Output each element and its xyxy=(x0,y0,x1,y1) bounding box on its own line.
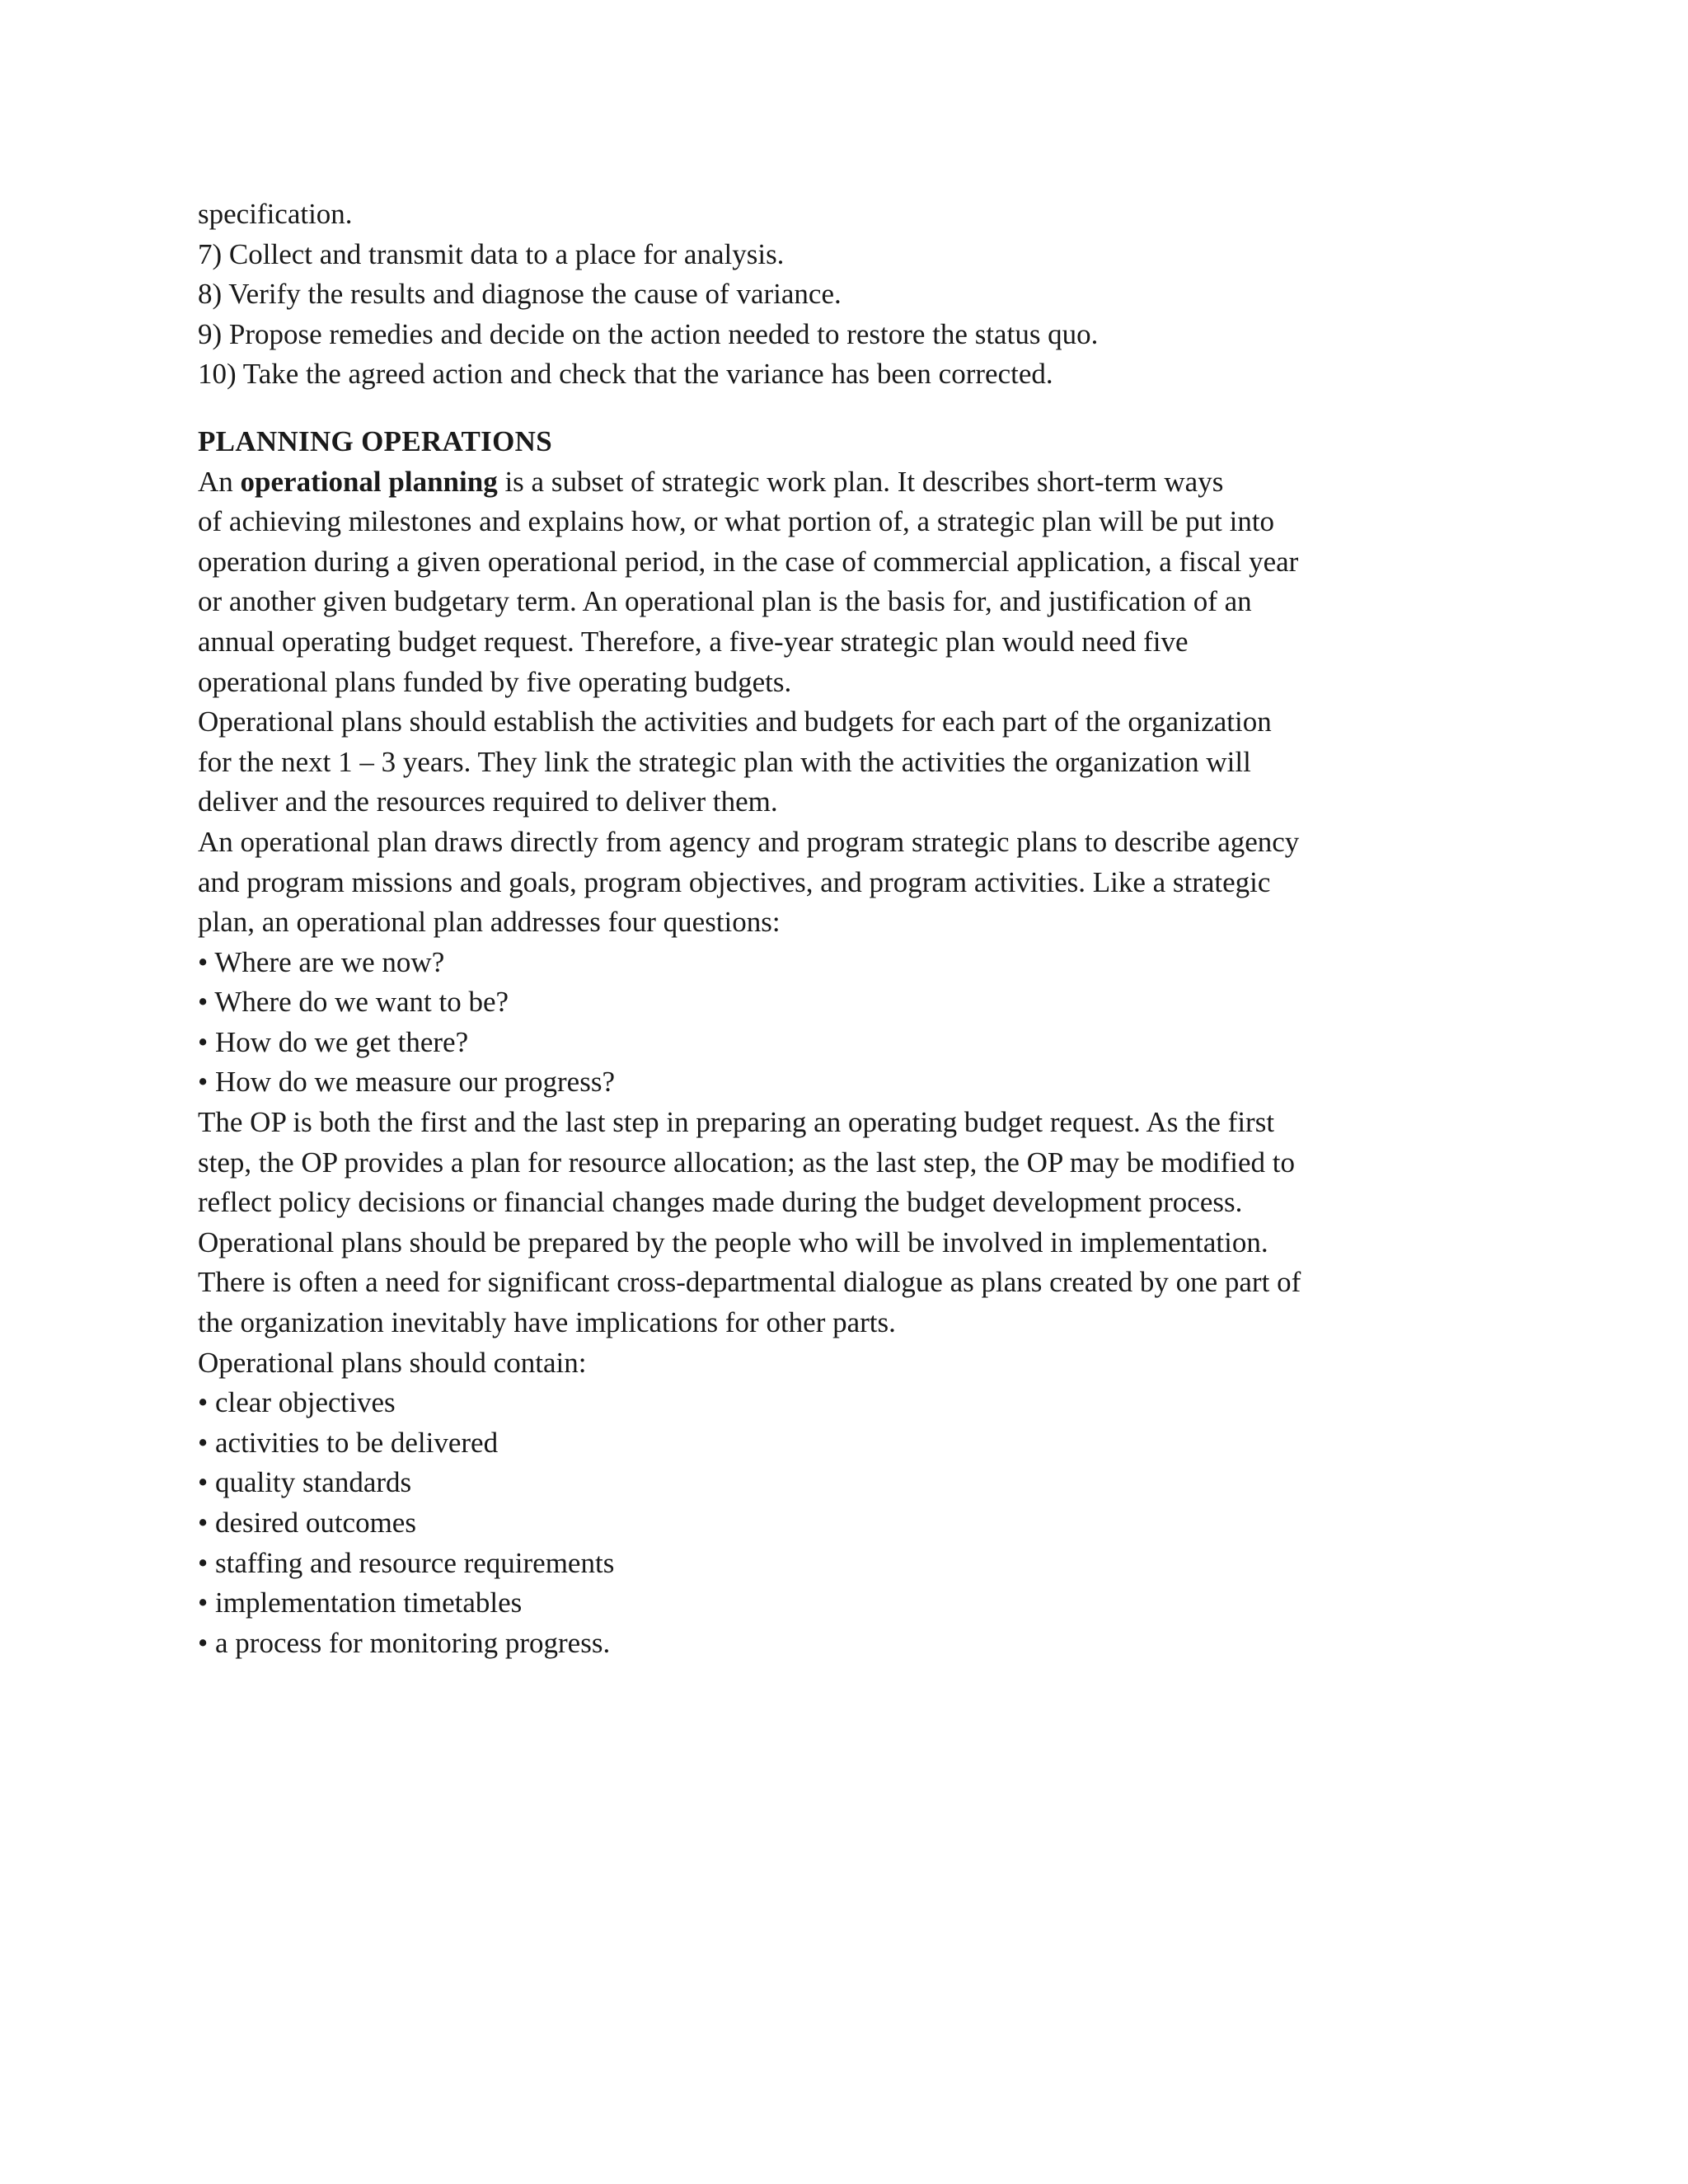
section-heading: PLANNING OPERATIONS xyxy=(198,424,552,457)
text-line: annual operating budget request. Therefore, a five-year strategic plan would need five xyxy=(198,625,1189,658)
bullet-item: • activities to be delivered xyxy=(198,1426,499,1459)
text-line: specification. xyxy=(198,198,353,230)
bullet-item: • clear objectives xyxy=(198,1386,396,1419)
text-line: operational plans funded by five operating budgets. xyxy=(198,665,792,698)
text-line: An operational plan draws directly from agency and program strategic plans to describe agency xyxy=(198,825,1300,858)
bullet-item: • staffing and resource requirements xyxy=(198,1546,615,1579)
bullet-item: • a process for monitoring progress. xyxy=(198,1626,611,1659)
list-item: 8) Verify the results and diagnose the cause of variance. xyxy=(198,278,842,311)
bullet-item: • Where do we want to be? xyxy=(198,986,509,1019)
text-line: for the next 1 – 3 years. They link the strategic plan with the activities the organization will xyxy=(198,745,1251,778)
bullet-item: • Where are we now? xyxy=(198,945,445,978)
intro-suffix: is a subset of strategic work plan. It describes short-term ways xyxy=(497,465,1224,498)
text-line: There is often a need for significant cross-departmental dialogue as plans created by one part of xyxy=(198,1266,1301,1299)
text-line: plan, an operational plan addresses four questions: xyxy=(198,906,781,939)
bullet-item: • implementation timetables xyxy=(198,1586,523,1619)
text-line: The OP is both the first and the last step in preparing an operating budget request. As the first xyxy=(198,1106,1275,1139)
section-spacer xyxy=(198,395,1418,422)
bullet-item: • How do we measure our progress? xyxy=(198,1066,615,1099)
intro-line xyxy=(198,462,1418,503)
text-line: deliver and the resources required to deliver them. xyxy=(198,785,778,818)
text-line: of achieving milestones and explains how, or what portion of, a strategic plan will be put into xyxy=(198,505,1275,538)
text-line: the organization inevitably have implications for other parts. xyxy=(198,1306,896,1339)
list-item: 10) Take the agreed action and check that the variance has been corrected. xyxy=(198,358,1053,391)
bullet-item: • How do we get there? xyxy=(198,1025,469,1058)
text-line: Operational plans should be prepared by the people who will be involved in implementation. xyxy=(198,1226,1268,1258)
text-line: and program missions and goals, program objectives, and program activities. Like a strategic xyxy=(198,865,1271,898)
text-line: or another given budgetary term. An operational plan is the basis for, and justification of an xyxy=(198,585,1252,618)
text-line: step, the OP provides a plan for resource allocation; as the last step, the OP may be modified to xyxy=(198,1146,1295,1179)
intro-bold-term: operational planning xyxy=(240,465,498,498)
list-item: 9) Propose remedies and decide on the action needed to restore the status quo. xyxy=(198,317,1099,350)
document-page xyxy=(198,194,1418,1663)
bullet-item: • desired outcomes xyxy=(198,1507,416,1539)
text-line: operation during a given operational period, in the case of commercial application, a fiscal year xyxy=(198,545,1299,578)
text-line: Operational plans should establish the activities and budgets for each part of the organization xyxy=(198,705,1272,738)
bullet-item: • quality standards xyxy=(198,1466,412,1499)
list-item: 7) Collect and transmit data to a place for analysis. xyxy=(198,237,785,270)
intro-prefix: An xyxy=(198,465,241,498)
text-line: reflect policy decisions or financial changes made during the budget development process. xyxy=(198,1186,1243,1219)
text-line: Operational plans should contain: xyxy=(198,1346,587,1379)
